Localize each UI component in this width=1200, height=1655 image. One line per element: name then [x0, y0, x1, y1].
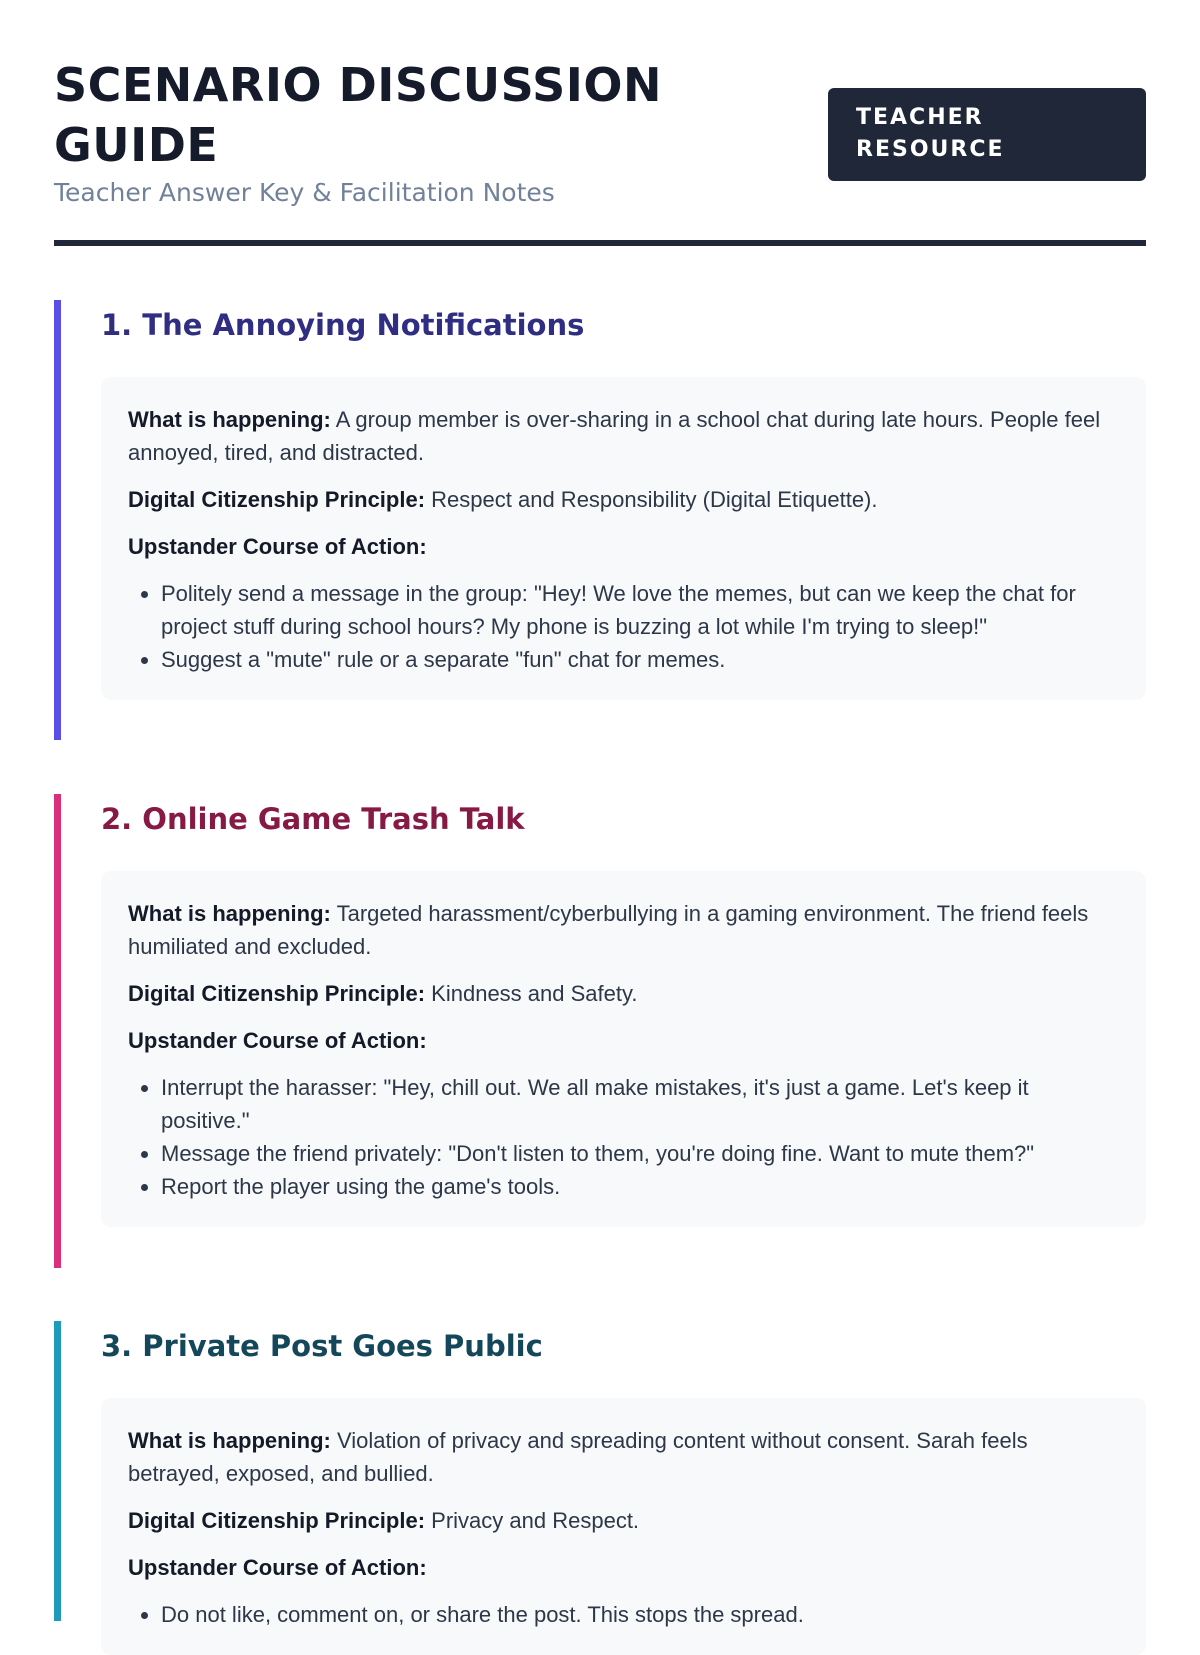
principle-text: Respect and Responsibility (Digital Etiquette). — [431, 487, 878, 512]
header-divider — [54, 240, 1146, 246]
scenario-section-3 — [54, 1321, 1146, 1627]
scenario-section-1 — [54, 300, 1146, 740]
action-list — [128, 1598, 1119, 1631]
principle-paragraph — [128, 483, 1119, 516]
principle-paragraph — [128, 1504, 1119, 1537]
scenario-title: 1. The Annoying Notifications — [101, 308, 585, 342]
scenario-title: 2. Online Game Trash Talk — [101, 802, 525, 836]
happening-label: What is happening: — [128, 1428, 331, 1453]
happening-text: Violation of privacy and spreading content without consent. Sarah feels betrayed, exposed, and bullied. — [128, 1428, 1028, 1486]
action-item: • Politely send a message in the group: "Hey! We love the memes, but can we keep the chat for project stuff during school hours? My phone is buzzing a lot while I'm trying to sleep!" — [161, 577, 1119, 643]
action-heading — [128, 530, 1119, 563]
action-list — [128, 577, 1119, 676]
action-label: Upstander Course of Action: — [128, 1028, 427, 1053]
action-item: • Report the player using the game's tools. — [161, 1170, 1119, 1203]
page-title: SCENARIO DISCUSSION GUIDE — [54, 58, 663, 172]
happening-text: Targeted harassment/cyberbullying in a gaming environment. The friend feels humiliated and excluded. — [128, 901, 1089, 959]
scenario-card — [101, 377, 1146, 700]
action-label: Upstander Course of Action: — [128, 1555, 427, 1580]
happening-paragraph — [128, 403, 1119, 469]
happening-paragraph — [128, 897, 1119, 963]
scenario-section-2 — [54, 794, 1146, 1268]
page-header — [54, 55, 1146, 247]
action-label: Upstander Course of Action: — [128, 534, 427, 559]
action-heading — [128, 1024, 1119, 1057]
scenario-card — [101, 1398, 1146, 1655]
scenario-title: 3. Private Post Goes Public — [101, 1329, 543, 1363]
happening-label: What is happening: — [128, 407, 331, 432]
principle-text: Kindness and Safety. — [431, 981, 638, 1006]
principle-label: Digital Citizenship Principle: — [128, 981, 426, 1006]
principle-text: Privacy and Respect. — [431, 1508, 640, 1533]
principle-paragraph — [128, 977, 1119, 1010]
action-item: • Suggest a "mute" rule or a separate "fun" chat for memes. — [161, 643, 1119, 676]
page-subtitle: Teacher Answer Key & Facilitation Notes — [54, 178, 555, 207]
action-list — [128, 1071, 1119, 1203]
principle-label: Digital Citizenship Principle: — [128, 1508, 426, 1533]
happening-text: A group member is over-sharing in a school chat during late hours. People feel annoyed, tired, and distracted. — [128, 407, 1101, 465]
teacher-resource-badge: TEACHER RESOURCE — [828, 88, 1146, 181]
action-item: • Do not like, comment on, or share the post. This stops the spread. — [161, 1598, 1119, 1631]
happening-paragraph — [128, 1424, 1119, 1490]
scenario-card — [101, 871, 1146, 1227]
action-item: • Message the friend privately: "Don't listen to them, you're doing fine. Want to mute them?" — [161, 1137, 1119, 1170]
principle-label: Digital Citizenship Principle: — [128, 487, 426, 512]
happening-label: What is happening: — [128, 901, 331, 926]
action-heading — [128, 1551, 1119, 1584]
action-item: • Interrupt the harasser: "Hey, chill out. We all make mistakes, it's just a game. Let's keep it positive." — [161, 1071, 1119, 1137]
